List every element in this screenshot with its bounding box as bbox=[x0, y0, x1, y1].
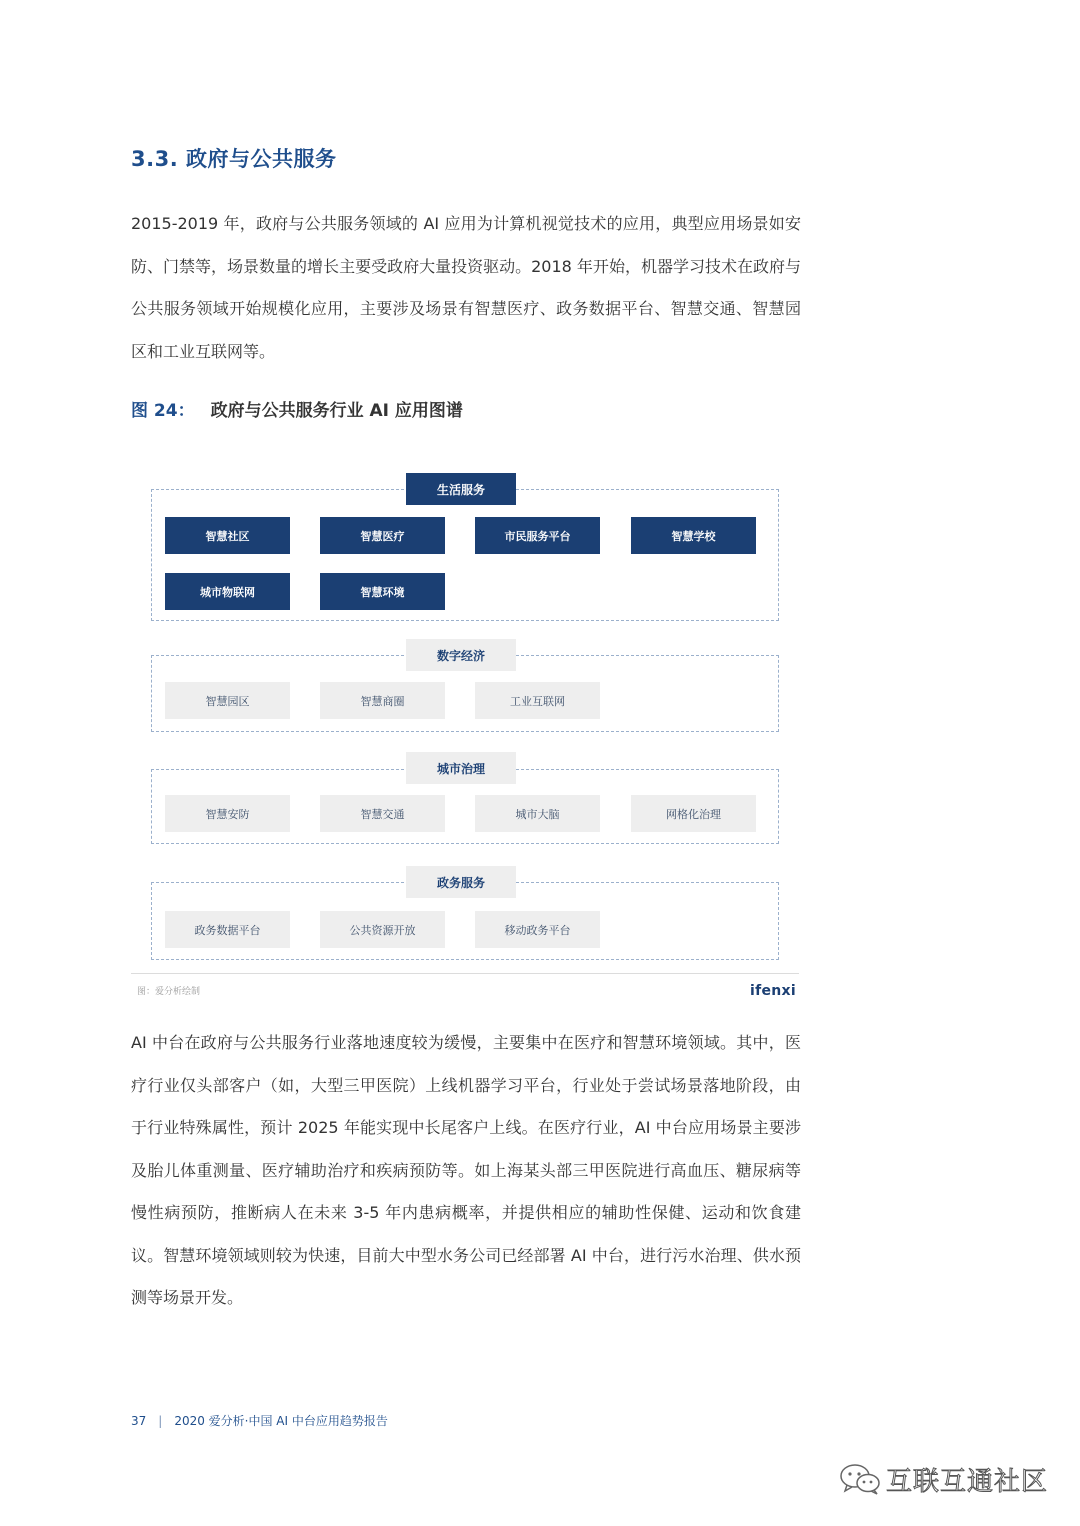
tag-city-iot: 城市物联网 bbox=[165, 573, 290, 610]
page-footer bbox=[131, 1412, 388, 1429]
figure-caption: 政府与公共服务行业 AI 应用图谱 bbox=[210, 401, 463, 421]
watermark bbox=[838, 1461, 1048, 1497]
tag-gov-data-platform: 政务数据平台 bbox=[165, 911, 290, 948]
intro-paragraph: 2015-2019 年，政府与公共服务领域的 AI 应用为计算机视觉技术的应用，典型应用场景如安防、门禁等，场景数量的增长主要受政府大量投资驱动。2018 年开始，机器学习技术在政府与公共服务领域开始规模化应用，主要涉及场景有智慧医疗、政务数据平台、智慧交通、智慧园区和工业互联网等。 bbox=[131, 214, 801, 361]
figure-title bbox=[131, 396, 463, 421]
tag-mobile-gov-platform: 移动政务平台 bbox=[475, 911, 600, 948]
tag-industrial-internet: 工业互联网 bbox=[475, 682, 600, 719]
watermark-text: 互联互通社区 bbox=[886, 1466, 1049, 1497]
tag-grid-governance: 网格化治理 bbox=[631, 795, 756, 832]
tag-smart-business-district: 智慧商圈 bbox=[320, 682, 445, 719]
figure-divider bbox=[131, 973, 799, 974]
ifenxi-logo: ifenxi bbox=[750, 983, 796, 999]
figure-source: 图：爱分析绘制 bbox=[137, 987, 201, 997]
group-header-city-governance: 城市治理 bbox=[406, 752, 516, 784]
tag-smart-security: 智慧安防 bbox=[165, 795, 290, 832]
section-title: 3.3. 政府与公共服务 bbox=[131, 147, 337, 171]
group-header-life-services: 生活服务 bbox=[406, 473, 516, 505]
footer-separator: | bbox=[158, 1414, 163, 1428]
tag-smart-school: 智慧学校 bbox=[631, 517, 756, 554]
page-number: 37 bbox=[131, 1414, 147, 1428]
tag-smart-traffic: 智慧交通 bbox=[320, 795, 445, 832]
group-header-digital-economy: 数字经济 bbox=[406, 639, 516, 671]
wechat-icon bbox=[838, 1462, 882, 1496]
tag-smart-environment: 智慧环境 bbox=[320, 573, 445, 610]
tag-public-resource-opening: 公共资源开放 bbox=[320, 911, 445, 948]
body-paragraph: AI 中台在政府与公共服务行业落地速度较为缓慢，主要集中在医疗和智慧环境领域。其中，医疗行业仅头部客户（如，大型三甲医院）上线机器学习平台，行业处于尝试场景落地阶段，由于行业特殊属性，预计 2025 年能实现中长尾客户上线。在医疗行业，AI 中台应用场景主要涉及胎儿体重测量、医疗辅助治疗和疾病预防等。如上海某头部三甲医院进行高血压、糖尿病等慢性病预防，推断病人在未来 3-5 年内患病概率，并提供相应的辅助性保健、运动和饮食建议。智慧环境领域则较为快速，目前大中型水务公司已经部署 AI 中台，进行污水治理、供水预测等场景开发。 bbox=[131, 1033, 801, 1307]
tag-citizen-service-platform: 市民服务平台 bbox=[475, 517, 600, 554]
tag-smart-healthcare: 智慧医疗 bbox=[320, 517, 445, 554]
figure-number: 图 24： bbox=[131, 401, 195, 421]
tag-smart-community: 智慧社区 bbox=[165, 517, 290, 554]
group-header-government-services: 政务服务 bbox=[406, 866, 516, 898]
tag-smart-park: 智慧园区 bbox=[165, 682, 290, 719]
tag-city-brain: 城市大脑 bbox=[475, 795, 600, 832]
report-title: 2020 爱分析·中国 AI 中台应用趋势报告 bbox=[174, 1414, 388, 1428]
